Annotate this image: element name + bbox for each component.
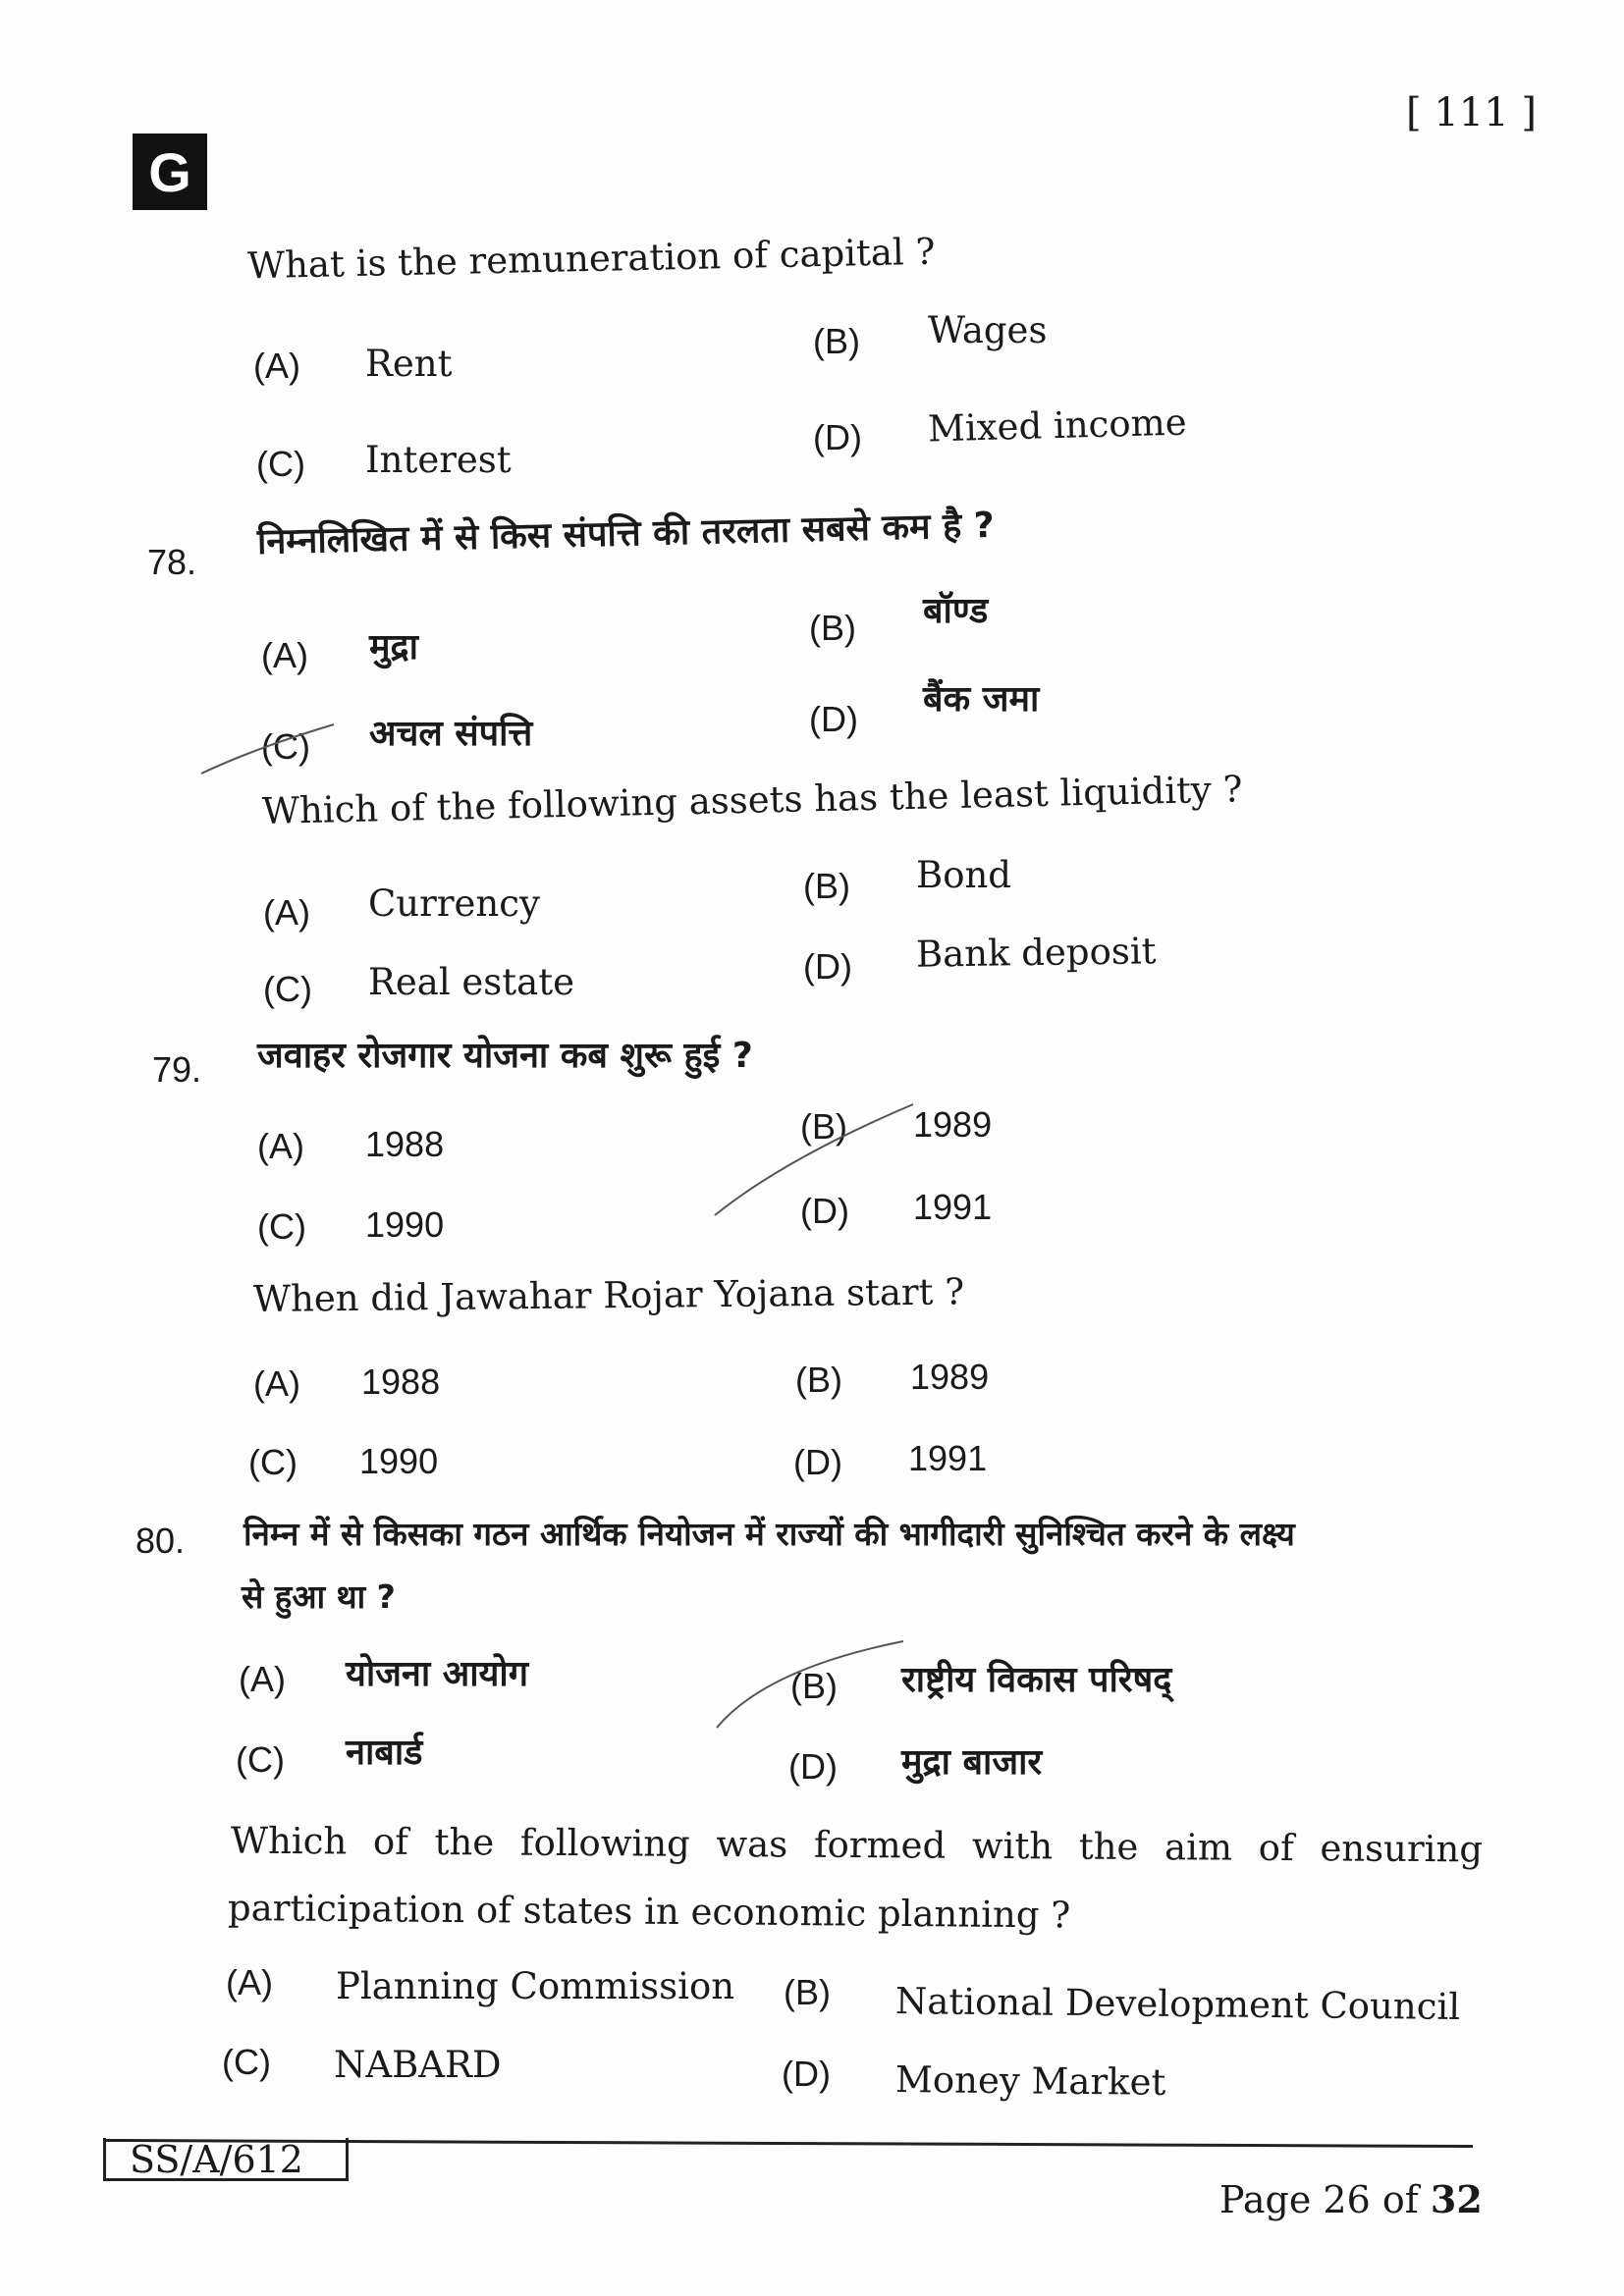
option-79-a: 1988 — [361, 1362, 441, 1402]
option-80-c: NABARD — [334, 2044, 502, 2086]
option-80-b: National Development Council — [894, 1980, 1461, 2029]
option-label-c-marked: (C) — [261, 726, 310, 767]
option-label-b-marked: (B) — [800, 1106, 847, 1147]
option-label-c: (C) — [257, 1206, 306, 1247]
option-label-b-marked: (B) — [790, 1666, 838, 1706]
option-80-hindi-b: राष्ट्रीय विकास परिषद् — [901, 1660, 1172, 1700]
option-77-d: Mixed income — [927, 400, 1188, 451]
option-80-a: Planning Commission — [336, 1965, 735, 2007]
page-number-total: 32 — [1430, 2177, 1483, 2221]
question-80-english-line1: Which of the following was formed with the aim of ensuring — [230, 1819, 1484, 1871]
paper-code: SS/A/612 — [103, 2138, 349, 2181]
question-80-hindi-line2: से हुआ था ? — [242, 1577, 396, 1616]
option-78-b: Bond — [916, 854, 1011, 896]
option-label-c: (C) — [236, 1739, 285, 1780]
option-78-hindi-c: अचल संपत्ति — [369, 714, 533, 754]
option-label-a: (A) — [261, 635, 308, 675]
option-77-b: Wages — [928, 309, 1048, 351]
option-label-b: (B) — [795, 1360, 842, 1400]
option-label-b: (B) — [784, 1972, 831, 2012]
option-77-c: Interest — [365, 439, 512, 481]
question-79-english: When did Jawahar Rojar Yojana start ? — [252, 1270, 965, 1320]
option-79-d: 1991 — [908, 1438, 988, 1478]
option-label-b: (B) — [813, 321, 860, 361]
question-80-number: 80. — [135, 1521, 186, 1561]
option-label-c: (C) — [263, 969, 312, 1009]
option-label-a: (A) — [239, 1659, 286, 1699]
option-label-d: (D) — [803, 946, 852, 987]
option-80-hindi-d: मुद्रा बाजार — [901, 1742, 1043, 1783]
option-79-hindi-a: 1988 — [365, 1124, 445, 1164]
option-78-d: Bank deposit — [915, 930, 1157, 976]
option-label-d: (D) — [809, 699, 858, 739]
set-code-badge: G — [133, 133, 207, 210]
option-label-d: (D) — [813, 417, 862, 457]
option-79-b: 1989 — [910, 1357, 990, 1397]
option-label-d: (D) — [782, 2054, 831, 2094]
option-79-hindi-d: 1991 — [913, 1187, 993, 1227]
option-78-hindi-d: बैंक जमा — [923, 679, 1040, 720]
option-label-b: (B) — [809, 608, 856, 648]
option-label-c: (C) — [222, 2042, 271, 2082]
option-80-hindi-c: नाबार्ड — [346, 1733, 423, 1773]
option-78-c: Real estate — [368, 961, 574, 1003]
page-number-prefix: Page 26 of — [1219, 2178, 1419, 2221]
option-78-hindi-a: मुद्रा — [369, 627, 418, 667]
option-label-d: (D) — [800, 1191, 849, 1231]
option-label-d: (D) — [793, 1442, 842, 1482]
option-79-hindi-c: 1990 — [365, 1204, 445, 1245]
question-78-hindi: निम्नलिखित में से किस संपत्ति की तरलता सबसे कम है ? — [256, 505, 996, 562]
question-80-hindi-line1: निम्न में से किसका गठन आर्थिक नियोजन में राज्यों की भागीदारी सुनिश्चित करने के लक्ष्य — [244, 1515, 1295, 1553]
option-label-a: (A) — [257, 1126, 304, 1166]
question-80-english-line2: participation of states in economic planning ? — [227, 1887, 1071, 1937]
option-79-hindi-b: 1989 — [913, 1104, 993, 1145]
option-label-a: (A) — [253, 1363, 300, 1404]
option-78-a: Currency — [368, 882, 540, 925]
option-label-c: (C) — [248, 1442, 298, 1482]
question-78-number: 78. — [147, 542, 197, 582]
option-label-a: (A) — [253, 346, 300, 386]
option-77-a: Rent — [365, 343, 453, 385]
question-78-english: Which of the following assets has the least liquidity ? — [261, 768, 1243, 832]
option-label-a: (A) — [263, 892, 310, 933]
question-79-hindi: जवाहर रोजगार योजना कब शुरू हुई ? — [257, 1036, 753, 1076]
page-number — [1219, 2177, 1483, 2221]
option-80-hindi-a: योजना आयोग — [346, 1654, 529, 1694]
option-79-c: 1990 — [359, 1441, 439, 1481]
question-79-number: 79. — [152, 1049, 202, 1090]
option-label-d: (D) — [788, 1746, 838, 1787]
option-label-a: (A) — [226, 1962, 273, 2002]
option-label-c: (C) — [256, 444, 305, 484]
option-80-d: Money Market — [894, 2058, 1166, 2104]
option-label-b: (B) — [803, 866, 850, 906]
page-marker: [ 111 ] — [1406, 90, 1537, 135]
option-78-hindi-b: बॉण्ड — [923, 591, 989, 631]
question-77-english: What is the remuneration of capital ? — [246, 230, 936, 288]
